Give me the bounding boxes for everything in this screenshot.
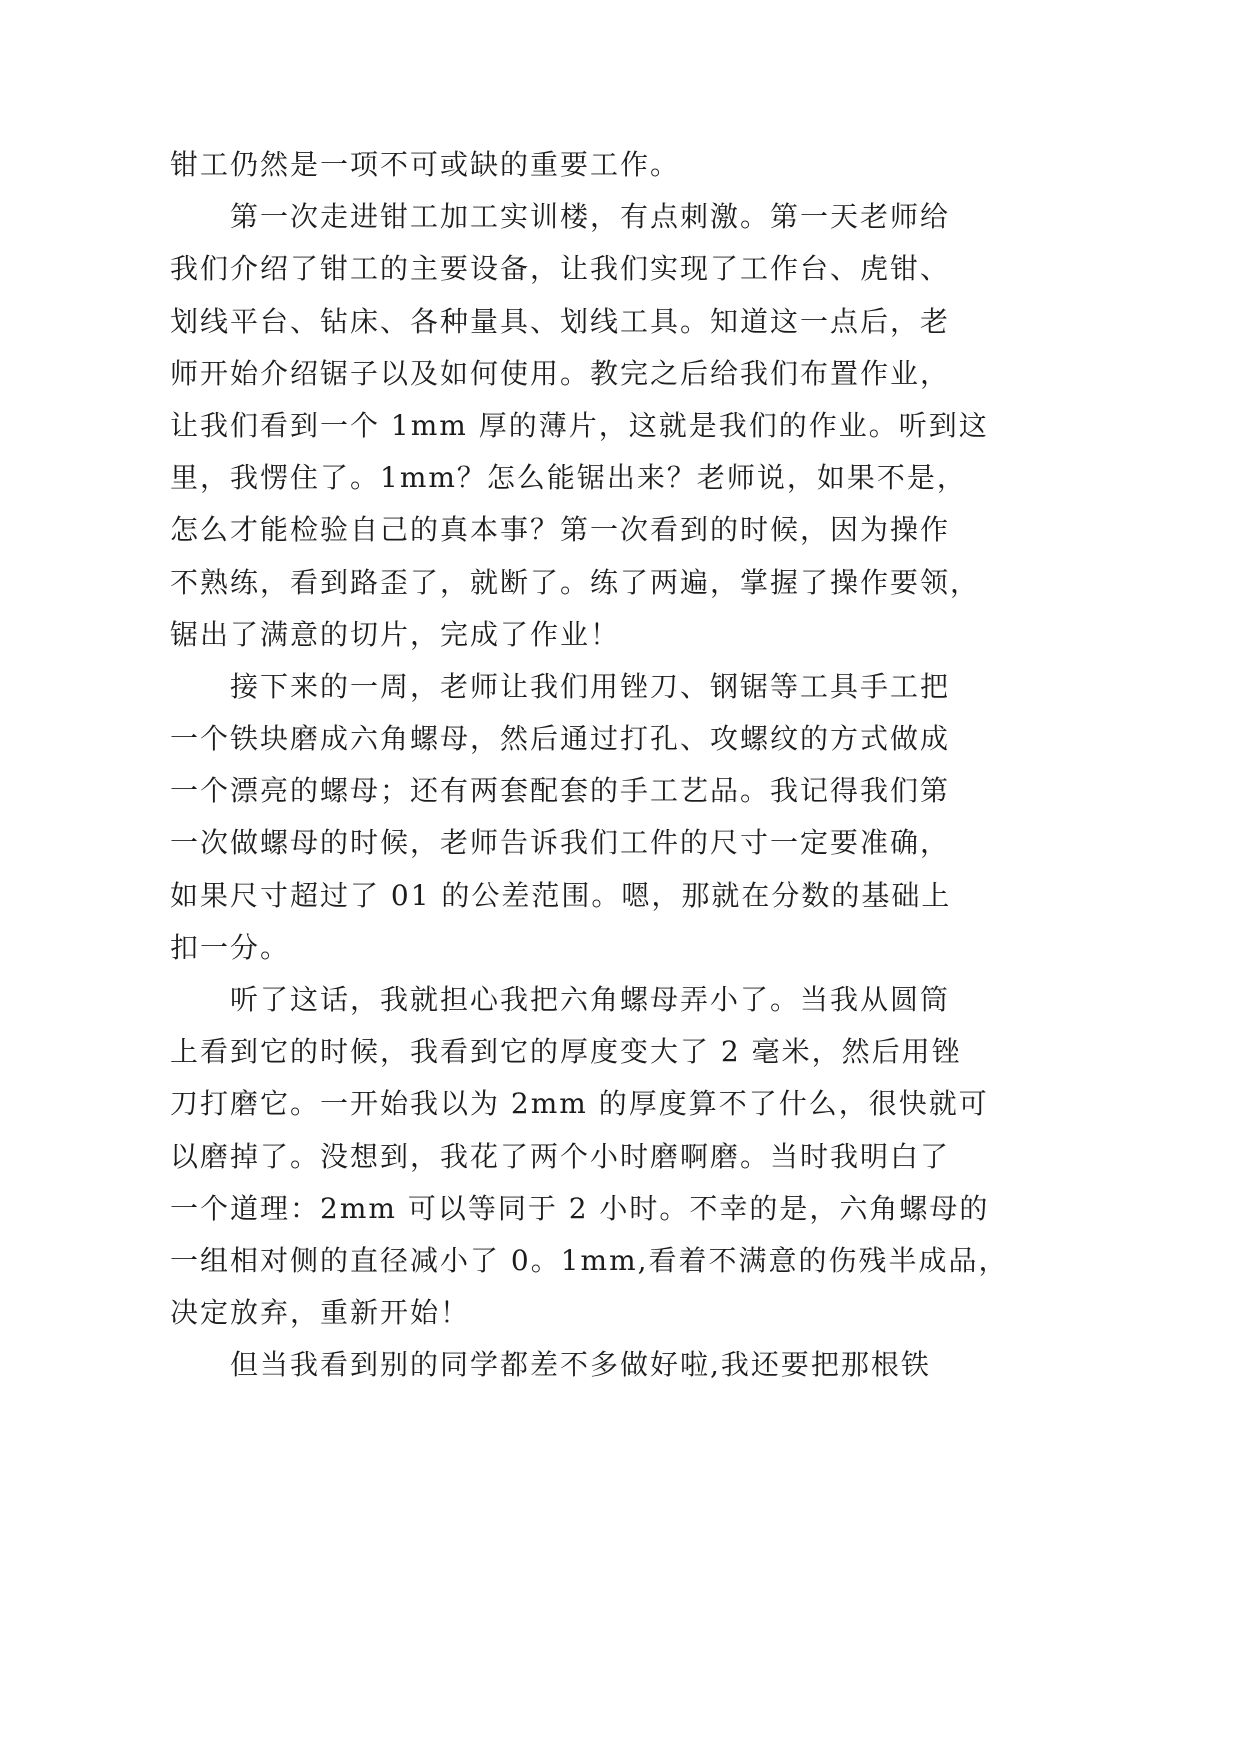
text-line: 钳工仍然是一项不可或缺的重要工作。 — [170, 148, 681, 181]
text-line: 一组相对侧的直径减小了 0。1mm,看着不满意的伤残半成品， — [170, 1243, 1009, 1277]
text-line: 一个漂亮的螺母；还有两套配套的手工艺品。我记得我们第 — [170, 774, 951, 808]
paragraph — [170, 139, 990, 191]
body-text — [170, 139, 1009, 1392]
paragraph — [170, 661, 990, 974]
text-line: 里，我愣住了。1mm？怎么能锯出来？老师说，如果不是， — [170, 461, 967, 495]
text-line: 但当我看到别的同学都差不多做好啦,我还要把那根铁 — [230, 1348, 931, 1382]
text-line: 扣一分。 — [170, 930, 291, 964]
text-line: 决定放弃，重新开始！ — [170, 1296, 471, 1330]
text-line: 如果尺寸超过了 01 的公差范围。嗯，那就在分数的基础上 — [170, 878, 952, 912]
text-line: 师开始介绍锯子以及如何使用。教完之后给我们布置作业， — [170, 356, 951, 390]
text-line: 一个道理：2mm 可以等同于 2 小时。不幸的是，六角螺母的 — [170, 1191, 990, 1225]
paragraph — [170, 974, 1009, 1339]
text-line: 一次做螺母的时候，老师告诉我们工件的尺寸一定要准确， — [170, 826, 951, 860]
text-line: 刀打磨它。一开始我以为 2mm 的厚度算不了什么，很快就可 — [170, 1087, 989, 1121]
text-line: 划线平台、钻床、各种量具、划线工具。知道这一点后，老 — [170, 304, 951, 338]
paragraph — [170, 1339, 990, 1391]
text-line: 上看到它的时候，我看到它的厚度变大了 2 毫米，然后用锉 — [170, 1035, 962, 1069]
text-line: 锯出了满意的切片，完成了作业！ — [170, 617, 621, 651]
text-line: 一个铁块磨成六角螺母，然后通过打孔、攻螺纹的方式做成 — [170, 722, 951, 756]
text-line: 接下来的一周，老师让我们用锉刀、钢锯等工具手工把 — [230, 669, 951, 703]
text-line: 第一次走进钳工加工实训楼，有点刺激。第一天老师给 — [230, 200, 951, 234]
text-line: 听了这话，我就担心我把六角螺母弄小了。当我从圆筒 — [230, 983, 951, 1016]
text-line: 怎么才能检验自己的真本事？第一次看到的时候，因为操作 — [170, 513, 951, 547]
paragraph — [170, 191, 990, 661]
text-line: 以磨掉了。没想到，我花了两个小时磨啊磨。当时我明白了 — [170, 1139, 951, 1173]
text-line: 不熟练，看到路歪了，就断了。练了两遍，掌握了操作要领， — [170, 565, 981, 599]
text-line: 让我们看到一个 1mm 厚的薄片，这就是我们的作业。听到这 — [170, 408, 989, 442]
text-line: 我们介绍了钳工的主要设备，让我们实现了工作台、虎钳、 — [170, 252, 951, 286]
